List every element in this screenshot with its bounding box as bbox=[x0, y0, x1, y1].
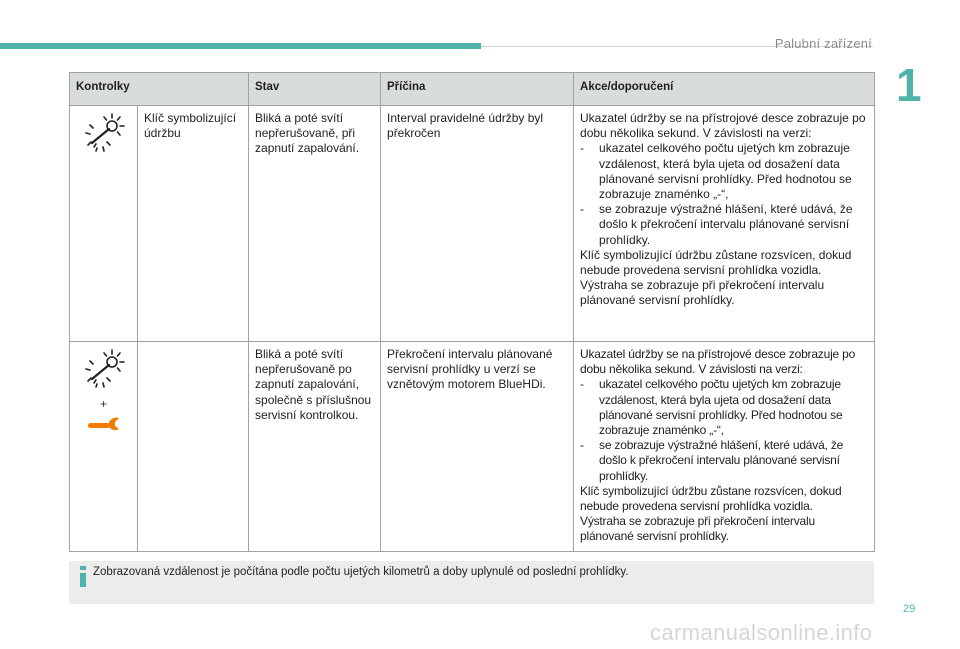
header-stav: Stav bbox=[249, 73, 381, 106]
indicator-icon-cell bbox=[70, 342, 138, 552]
action-note: Výstraha se zobrazuje při překročení intervalu plánované servisní prohlídky. bbox=[580, 278, 825, 308]
action-bullet: - se zobrazuje výstražné hlášení, které udává, že došlo k překročení intervalu plánované servisní prohlídky. bbox=[580, 438, 844, 483]
page-number: 29 bbox=[903, 603, 916, 615]
maintenance-wrench-icon bbox=[82, 347, 126, 391]
action-bullet: - ukazatel celkového počtu ujetých km zobrazuje vzdálenost, která byla ujeta od dosažení data plánované servisní prohlídky. Před hodnotou se zobrazuje znaménko „-“, bbox=[580, 141, 852, 202]
orange-wrench-icon bbox=[87, 414, 121, 432]
header-kontrolky: Kontrolky bbox=[70, 73, 249, 106]
action-note: Výstraha se zobrazuje při překročení intervalu plánované servisní prohlídky. bbox=[580, 514, 815, 544]
watermark: carmanualsonline.info bbox=[650, 620, 873, 645]
action-cell bbox=[574, 106, 875, 342]
bullet-dash: - bbox=[580, 141, 585, 156]
warning-lights-table bbox=[69, 72, 875, 552]
header-akce: Akce/doporučení bbox=[574, 73, 875, 106]
table-row bbox=[70, 106, 875, 342]
table-header-row bbox=[70, 73, 875, 106]
section-title: Palubní zařízení bbox=[774, 36, 872, 51]
info-icon bbox=[76, 565, 90, 587]
chapter-number: 1 bbox=[896, 59, 922, 111]
bullet-dash: - bbox=[580, 202, 585, 217]
header-pricina: Příčina bbox=[381, 73, 574, 106]
info-note-text: Zobrazovaná vzdálenost je počítána podle počtu ujetých kilometrů a doby uplynulé od poslední prohlídky. bbox=[93, 566, 629, 578]
state-text: Bliká a poté svítí nepřerušovaně po zapnutí zapalování, společně s příslušnou servisní kontrolkou. bbox=[249, 342, 381, 552]
action-intro: Ukazatel údržby se na přístrojové desce zobrazuje po dobu několika sekund. V závislosti na verzi: bbox=[580, 111, 866, 141]
indicator-label bbox=[138, 342, 249, 552]
cause-text: Interval pravidelné údržby byl překročen bbox=[381, 106, 574, 342]
bullet-dash: - bbox=[580, 438, 584, 453]
action-cell bbox=[574, 342, 875, 552]
indicator-icon-cell bbox=[70, 106, 138, 342]
action-intro: Ukazatel údržby se na přístrojové desce zobrazuje po dobu několika sekund. V závislosti na verzi: bbox=[580, 347, 856, 377]
info-note-box bbox=[69, 561, 874, 604]
indicator-label: Klíč symbolizující údržbu bbox=[138, 106, 249, 342]
action-note: Klíč symbolizující údržbu zůstane rozsvícen, dokud nebude provedena servisní prohlídka vozidla. bbox=[580, 483, 842, 514]
plus-sign: + bbox=[99, 397, 107, 412]
state-text: Bliká a poté svítí nepřerušovaně, při zapnutí zapalování. bbox=[249, 106, 381, 342]
bullet-dash: - bbox=[580, 377, 584, 392]
table-row bbox=[70, 342, 875, 552]
maintenance-wrench-icon bbox=[82, 111, 126, 155]
action-note: Klíč symbolizující údržbu zůstane rozsvícen, dokud nebude provedena servisní prohlídka vozidla. bbox=[580, 247, 852, 278]
action-bullet: - ukazatel celkového počtu ujetých km zobrazuje vzdálenost, která byla ujeta od dosažení data plánované servisní prohlídky. Před hodnotou se zobrazuje znaménko „-“, bbox=[580, 377, 843, 438]
action-bullet: - se zobrazuje výstražné hlášení, které udává, že došlo k překročení intervalu plánované servisní prohlídky. bbox=[580, 202, 853, 247]
header-accent-bar bbox=[0, 43, 481, 49]
cause-text: Překročení intervalu plánované servisní prohlídky u verzí se vznětovým motorem BlueHDi. bbox=[381, 342, 574, 552]
